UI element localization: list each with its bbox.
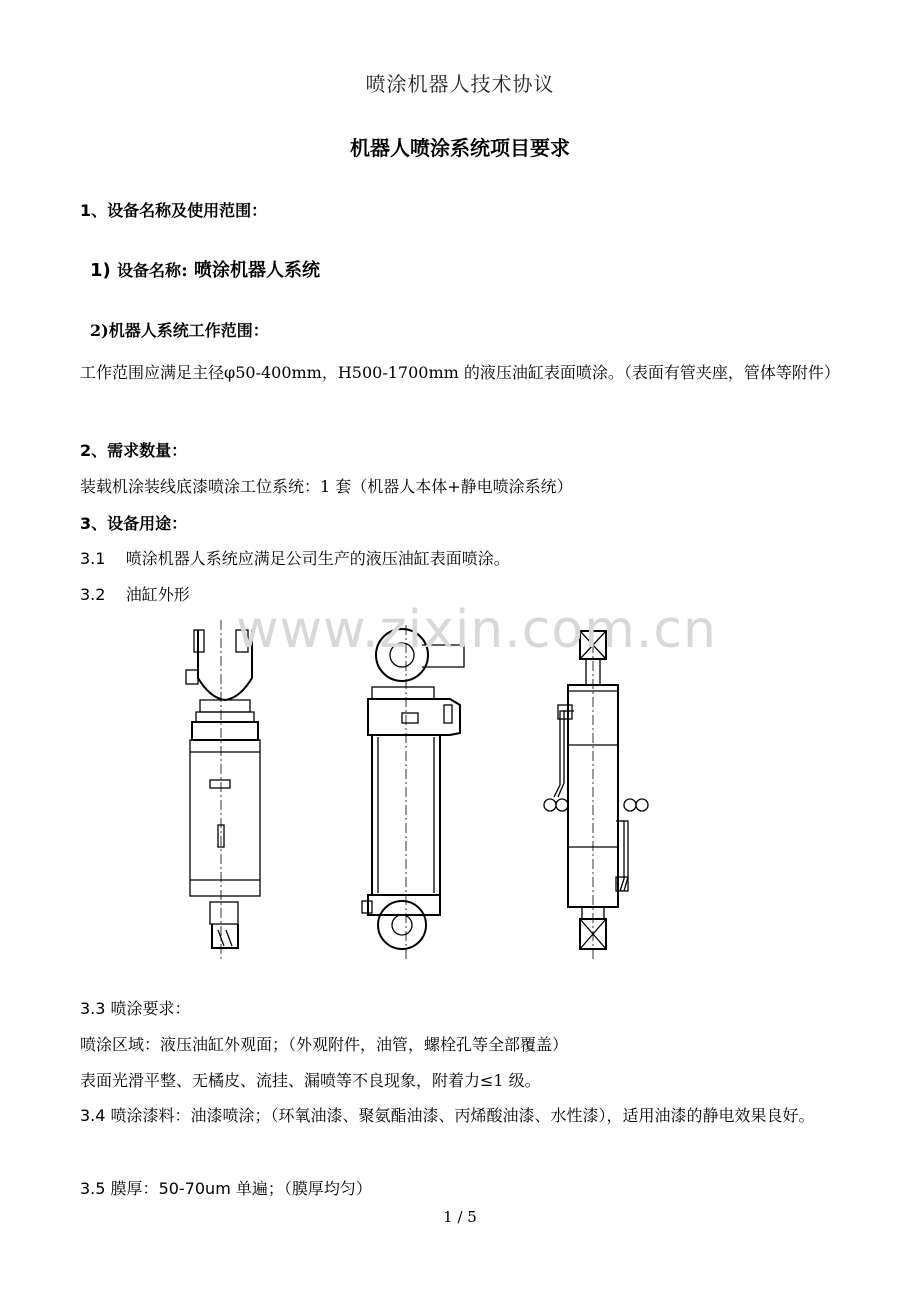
section-3-number: 3 <box>80 514 92 533</box>
document-title: 机器人喷涂系统项目要求 <box>350 136 570 160</box>
spray-area-text: 喷涂区域：液压油缸外观面；（外观附件，油管，螺栓孔等全部覆盖） <box>80 1035 569 1054</box>
cylinder-drawing-1 <box>180 620 270 960</box>
item-3-3-number: 3.3 <box>80 999 106 1018</box>
item-3-3 <box>80 996 191 1019</box>
item-3-2 <box>80 582 190 605</box>
cylinder-drawing-2 <box>360 625 470 960</box>
item-3-4-text: 喷涂漆料：油漆喷涂；（环氧油漆、聚氨酯油漆、丙烯酸油漆、水性漆），适用油漆的静电效果良好。 <box>110 1106 815 1125</box>
section-3-heading <box>80 511 187 534</box>
item-3-1 <box>80 546 510 569</box>
work-range-text: 工作范围应满足主径φ50-400mm，H500-1700mm 的液压油缸表面喷涂。（表面有管夹座，管体等附件） <box>80 363 840 382</box>
item-3-1-number: 3.1 <box>80 549 106 568</box>
work-range-heading: 2)机器人系统工作范围： <box>90 321 269 340</box>
item-3-4 <box>80 1101 850 1130</box>
item-3-2-text: 油缸外形 <box>125 585 190 604</box>
section-2-label: 、需求数量： <box>91 441 188 460</box>
item-3-5-label: 膜厚： <box>110 1179 159 1198</box>
section-2-heading <box>80 438 187 461</box>
item-3-3-text: 喷涂要求： <box>110 999 191 1018</box>
section-3-label: 、设备用途： <box>91 514 188 533</box>
item-1-number: 1) <box>90 260 111 281</box>
section-1-label: 、设备名称及使用范围： <box>91 201 268 220</box>
cylinder-drawing-3 <box>530 625 660 960</box>
watermark: www.zixin.com.cn <box>236 600 717 660</box>
item-3-2-number: 3.2 <box>80 585 106 604</box>
item-3-1-text: 喷涂机器人系统应满足公司生产的液压油缸表面喷涂。 <box>125 549 510 568</box>
page-number: 1 / 5 <box>443 1208 477 1226</box>
equipment-name-value: : 喷涂机器人系统 <box>181 260 320 281</box>
section-1-heading <box>80 198 267 221</box>
item-3-5-number: 3.5 <box>80 1179 106 1198</box>
page-header: 喷涂机器人技术协议 <box>365 72 555 96</box>
item-3-5 <box>80 1176 372 1199</box>
surface-quality-text: 表面光滑平整、无橘皮、流挂、漏喷等不良现象，附着力≤1 级。 <box>80 1071 541 1090</box>
item-3-5-suffix: 单遍；（膜厚均匀） <box>235 1179 372 1198</box>
section-2-number: 2 <box>80 441 92 460</box>
equipment-name-line <box>90 256 320 282</box>
section-1-number: 1 <box>80 201 92 220</box>
quantity-text: 装载机涂装线底漆喷涂工位系统：1 套（机器人本体+静电喷涂系统） <box>80 477 573 496</box>
item-3-4-number: 3.4 <box>80 1106 106 1125</box>
equipment-name-label: 设备名称 <box>117 261 182 280</box>
film-thickness-value: 50-70um <box>158 1179 231 1198</box>
